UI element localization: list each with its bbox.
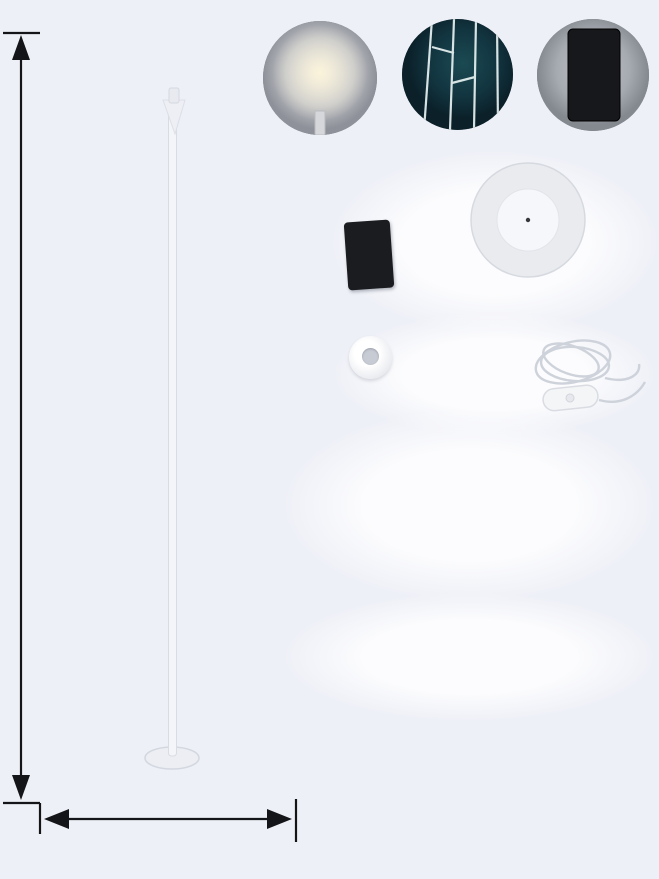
remote-body [568,29,620,121]
power-cord-part [525,330,659,425]
arrowhead-right [267,809,292,829]
arrowhead-up [12,35,30,60]
star-base-post [315,111,325,135]
callout-star-topper-photo [263,21,377,135]
plate-center-hole [526,218,530,222]
arrowhead-left [44,809,69,829]
remote-control-part [344,219,395,290]
arrowhead-down [12,775,30,800]
callout-bright-led-photo [402,19,513,130]
callout-controller-photo [537,19,649,131]
light-string-bundle-part [358,318,548,433]
height-dimension-label [28,262,72,512]
